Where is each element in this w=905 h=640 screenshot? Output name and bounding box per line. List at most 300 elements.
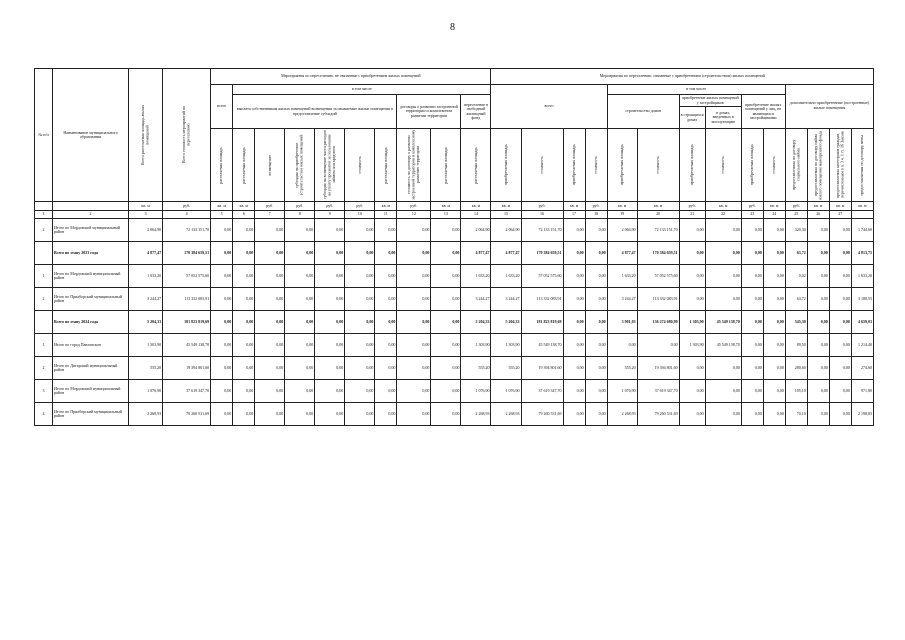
units-row <box>35 202 874 211</box>
value-cell: 2 198,83 <box>851 403 873 426</box>
value-cell: 0,00 <box>679 242 705 265</box>
value-cell: 79 260 531,69 <box>637 403 679 426</box>
value-cell: 1 744,60 <box>851 219 873 242</box>
unit-cell: руб. <box>585 202 607 211</box>
value-cell: 0,00 <box>807 265 829 288</box>
value-cell: 79 260 531,69 <box>521 403 563 426</box>
row-name-cell: Итого по Приаборский муниципальный район <box>53 288 129 311</box>
group2-header: Мероприятия по переселению, связанные с приобретением (строительством) жилых помещений <box>491 69 874 85</box>
value-cell: 0,00 <box>741 357 763 380</box>
value-cell: 3 244,27 <box>491 288 521 311</box>
value-cell: 170 384 659,51 <box>637 242 679 265</box>
value-cell: 37 619 347,70 <box>521 380 563 403</box>
value-cell: 0,00 <box>563 219 585 242</box>
value-cell: 0,00 <box>763 265 785 288</box>
value-cell: 3 244,27 <box>607 288 637 311</box>
value-cell: 2 064,90 <box>607 219 637 242</box>
index-cell: 15 <box>491 211 521 219</box>
row-number-cell: 2 <box>35 219 53 242</box>
value-cell: 5 204,33 <box>129 311 163 334</box>
value-cell: 1 633,20 <box>129 265 163 288</box>
value-cell: 0,00 <box>563 380 585 403</box>
value-cell: 4 813,75 <box>851 242 873 265</box>
index-cell: 12 <box>397 211 431 219</box>
value-cell: 19 394 801,60 <box>637 357 679 380</box>
value-cell: 2 268,93 <box>129 403 163 426</box>
col9-header: субсидия на возмещение части расходов на уплату процентов за пользование займом или кредитом <box>315 129 345 202</box>
value-cell: 0,00 <box>741 334 763 357</box>
index-cell: 3 <box>129 211 163 219</box>
value-cell: 0,00 <box>741 288 763 311</box>
value-cell: 0,00 <box>345 288 375 311</box>
value-cell: 0,00 <box>741 403 763 426</box>
table-row <box>35 357 874 380</box>
value-cell: 1 303,90 <box>129 334 163 357</box>
col21-header: приобретаемая площадь <box>679 129 705 202</box>
col20-header: стоимость <box>637 129 679 202</box>
value-cell: 0,00 <box>397 380 431 403</box>
unit-cell <box>53 202 129 211</box>
unit-cell: кв. м <box>637 202 679 211</box>
value-cell: 0,00 <box>807 288 829 311</box>
group1-header: Мероприятия по переселению, не связанные с приобретением жилых помещений <box>211 69 491 85</box>
value-cell: 0,00 <box>345 242 375 265</box>
g2-buy-a-header: в строящихся домах <box>679 107 705 129</box>
value-cell: 0,00 <box>285 380 315 403</box>
value-cell: 4 659,03 <box>851 311 873 334</box>
value-cell: 0,00 <box>255 219 285 242</box>
value-cell: 0,00 <box>211 380 233 403</box>
index-cell: 22 <box>705 211 741 219</box>
value-cell: 0,00 <box>679 403 705 426</box>
value-cell: 0,00 <box>563 334 585 357</box>
col15-header: приобретаемая площадь <box>491 129 521 202</box>
value-cell: 0,00 <box>233 265 255 288</box>
index-cell: 11 <box>375 211 397 219</box>
value-cell: 0,00 <box>741 242 763 265</box>
unit-cell: руб. <box>679 202 705 211</box>
unit-cell: кв. м <box>705 202 741 211</box>
value-cell: 0,00 <box>829 380 851 403</box>
value-cell: 0,00 <box>807 357 829 380</box>
value-cell: 2 268,93 <box>607 403 637 426</box>
value-cell: 274,60 <box>851 357 873 380</box>
col-name-header: Наименование муниципального образования <box>53 69 129 202</box>
unit-cell: кв. м <box>211 202 233 211</box>
value-cell: 0,00 <box>807 311 829 334</box>
table-row <box>35 219 874 242</box>
g2-buy-b-header: в домах, введенных в эксплуатацию <box>705 107 741 129</box>
value-cell: 0,00 <box>679 380 705 403</box>
value-cell: 0,00 <box>705 265 741 288</box>
value-cell: 0,00 <box>233 311 255 334</box>
unit-cell: кв. м <box>807 202 829 211</box>
value-cell: 0,00 <box>829 334 851 357</box>
value-cell: 1 633,20 <box>607 265 637 288</box>
col-n-header: № п/п <box>35 69 53 202</box>
value-cell: 0,00 <box>345 403 375 426</box>
value-cell: 0,00 <box>563 403 585 426</box>
value-cell: 0,00 <box>345 311 375 334</box>
index-cell: 7 <box>255 211 285 219</box>
value-cell: 0,00 <box>763 357 785 380</box>
unit-cell: кв. м <box>461 202 491 211</box>
value-cell: 0,00 <box>763 311 785 334</box>
unit-cell: руб. <box>285 202 315 211</box>
value-cell: 0,00 <box>807 380 829 403</box>
table-row <box>35 265 874 288</box>
value-cell: 0,00 <box>211 242 233 265</box>
row-number-cell: 2 <box>35 288 53 311</box>
value-cell: 0,00 <box>375 403 397 426</box>
value-cell: 0,00 <box>829 403 851 426</box>
value-cell: 0,00 <box>375 357 397 380</box>
table-row <box>35 403 874 426</box>
value-cell: 0,00 <box>705 219 741 242</box>
value-cell: 0,02 <box>785 265 807 288</box>
value-cell: 0,00 <box>315 242 345 265</box>
index-cell: 10 <box>345 211 375 219</box>
index-cell: 20 <box>637 211 679 219</box>
value-cell: 0,00 <box>255 357 285 380</box>
value-cell: 0,00 <box>211 357 233 380</box>
value-cell: 0,00 <box>563 357 585 380</box>
value-cell: 0,00 <box>397 403 431 426</box>
value-cell: 0,00 <box>233 242 255 265</box>
value-cell: 19 394 801,60 <box>521 357 563 380</box>
value-cell: 0,00 <box>285 288 315 311</box>
value-cell: 0,00 <box>285 334 315 357</box>
value-cell: 0,00 <box>741 380 763 403</box>
value-cell: 0,00 <box>607 334 637 357</box>
value-cell: 0,00 <box>255 311 285 334</box>
value-cell: 0,00 <box>431 334 461 357</box>
row-name-cell: Итого по Дигарский муниципальный район <box>53 357 129 380</box>
index-cell: 26 <box>807 211 829 219</box>
value-cell: 0,00 <box>807 334 829 357</box>
value-cell: 2 268,93 <box>461 403 491 426</box>
unit-cell: кв. м <box>829 202 851 211</box>
value-cell: 0,00 <box>705 357 741 380</box>
value-cell: 0,00 <box>637 334 679 357</box>
g2-buy-other-header: приобретение жилых помещений у лиц, не являющихся застройщиками <box>741 95 785 129</box>
value-cell: 45 549 138,70 <box>163 334 211 357</box>
value-cell: 1 076,90 <box>607 380 637 403</box>
col26-header: предоставляемая по договору найма жилого помещения маневренного фонда <box>807 129 829 202</box>
value-cell: 3 244,27 <box>129 288 163 311</box>
value-cell: 0,00 <box>431 265 461 288</box>
value-cell: 0,00 <box>233 380 255 403</box>
value-cell: 63,72 <box>785 288 807 311</box>
index-cell <box>851 211 873 219</box>
value-cell: 0,00 <box>585 357 607 380</box>
value-cell: 45 549 138,70 <box>705 311 741 334</box>
value-cell: 0,00 <box>679 357 705 380</box>
value-cell: 0,00 <box>397 242 431 265</box>
col7-header: возмещение <box>255 129 285 202</box>
value-cell: 0,00 <box>345 334 375 357</box>
value-cell: 3 180,55 <box>851 288 873 311</box>
value-cell: 72 133 151,70 <box>637 219 679 242</box>
unit-cell: руб. <box>315 202 345 211</box>
index-cell: 21 <box>679 211 705 219</box>
value-cell: 3 244,27 <box>461 288 491 311</box>
row-name-cell: Всего по этапу 2024 года <box>53 311 129 334</box>
value-cell: 1 076,90 <box>129 380 163 403</box>
col6-header: расселяемая площадь <box>233 129 255 202</box>
value-cell: 0,00 <box>255 242 285 265</box>
g2-total-header: всего <box>491 85 607 129</box>
value-cell: 0,00 <box>763 219 785 242</box>
col18-header: стоимость <box>585 129 607 202</box>
value-cell: 0,00 <box>807 219 829 242</box>
value-cell: 0,00 <box>255 380 285 403</box>
value-cell: 555,20 <box>461 357 491 380</box>
value-cell: 0,00 <box>285 311 315 334</box>
value-cell: 2 268,93 <box>491 403 521 426</box>
value-cell: 0,00 <box>741 265 763 288</box>
value-cell: 105,10 <box>785 380 807 403</box>
index-cell: 8 <box>285 211 315 219</box>
value-cell: 0,00 <box>585 380 607 403</box>
value-cell: 0,00 <box>585 403 607 426</box>
value-cell: 0,00 <box>563 242 585 265</box>
row-number-cell: 1 <box>35 334 53 357</box>
value-cell: 63,72 <box>785 242 807 265</box>
value-cell: 0,00 <box>431 403 461 426</box>
g2-incl-header: в том числе <box>607 85 785 95</box>
value-cell: 0,00 <box>563 265 585 288</box>
unit-cell: руб. <box>521 202 563 211</box>
value-cell: 555,20 <box>491 357 521 380</box>
value-cell: 1 303,90 <box>679 334 705 357</box>
table-row <box>35 380 874 403</box>
value-cell: 0,00 <box>315 357 345 380</box>
value-cell: 0,00 <box>211 334 233 357</box>
row-number-cell: 2 <box>35 357 53 380</box>
value-cell: 0,00 <box>315 265 345 288</box>
value-cell: 181 823 819,69 <box>521 311 563 334</box>
value-cell: 89,50 <box>785 334 807 357</box>
value-cell: 0,00 <box>375 265 397 288</box>
value-cell: 57 052 575,60 <box>163 265 211 288</box>
value-cell: 79 260 531,69 <box>163 403 211 426</box>
g2-build-header: строительство домов <box>607 95 679 129</box>
value-cell: 0,00 <box>705 288 741 311</box>
value-cell: 0,00 <box>431 357 461 380</box>
value-cell: 2 064,90 <box>129 219 163 242</box>
value-cell: 0,00 <box>829 265 851 288</box>
value-cell: 0,00 <box>211 311 233 334</box>
value-cell: 0,00 <box>375 311 397 334</box>
col13-header: расселяемая площадь <box>431 129 461 202</box>
g1-sub2-header: договоры о развитии застроенной территории и комплексном развитии территории <box>397 95 461 129</box>
value-cell: 0,00 <box>345 380 375 403</box>
unit-cell: руб. <box>345 202 375 211</box>
value-cell: 2 064,90 <box>491 219 521 242</box>
value-cell: 0,00 <box>285 403 315 426</box>
value-cell: 4 877,47 <box>491 242 521 265</box>
row-name-cell: Итого по Мордовской муниципальный район <box>53 219 129 242</box>
col8-header: субсидия на приобретение (строительство) жилых помещений <box>285 129 315 202</box>
value-cell: 0,00 <box>375 219 397 242</box>
value-cell: 0,00 <box>255 403 285 426</box>
value-cell: 0,00 <box>345 357 375 380</box>
unit-cell: кв. м <box>607 202 637 211</box>
value-cell: 113 332 083,91 <box>637 288 679 311</box>
value-cell: 0,00 <box>763 334 785 357</box>
value-cell: 0,00 <box>431 288 461 311</box>
index-row <box>35 211 874 219</box>
value-cell: 971,80 <box>851 380 873 403</box>
value-cell: 3 901,03 <box>607 311 637 334</box>
value-cell: 19 394 801,60 <box>163 357 211 380</box>
value-cell: 555,20 <box>129 357 163 380</box>
value-cell: 0,00 <box>255 334 285 357</box>
value-cell: 0,00 <box>345 265 375 288</box>
value-cell: 0,00 <box>763 380 785 403</box>
value-cell: 0,00 <box>397 311 431 334</box>
value-cell: 0,00 <box>375 334 397 357</box>
col14-header: расселяемая площадь <box>461 129 491 202</box>
row-number-cell: 1 <box>35 265 53 288</box>
value-cell: 4 877,47 <box>461 242 491 265</box>
col16-header: стоимость <box>521 129 563 202</box>
value-cell: 113 332 083,91 <box>163 288 211 311</box>
row-name-cell: Итого по Мордовский муниципальный район <box>53 265 129 288</box>
value-cell: 0,00 <box>829 242 851 265</box>
value-cell: 0,00 <box>431 242 461 265</box>
value-cell: 0,00 <box>829 288 851 311</box>
index-cell: 4 <box>163 211 211 219</box>
value-cell: 0,00 <box>285 265 315 288</box>
value-cell: 72 133 151,70 <box>521 219 563 242</box>
value-cell: 0,00 <box>397 265 431 288</box>
index-cell: 6 <box>233 211 255 219</box>
g1-sub1-header: выплата собственникам жилых помещений возмещения за изымаемые жилые помещения и предоставление субсидий <box>233 95 397 129</box>
value-cell: 181 823 819,69 <box>163 311 211 334</box>
row-name-cell: Всего по этапу 2023 года <box>53 242 129 265</box>
value-cell: 1 303,90 <box>461 334 491 357</box>
value-cell: 0,00 <box>315 403 345 426</box>
g1-total-header: всего <box>211 85 233 129</box>
value-cell: 70,10 <box>785 403 807 426</box>
value-cell: 45 549 138,70 <box>705 334 741 357</box>
value-cell: 0,00 <box>763 403 785 426</box>
value-cell: 0,00 <box>563 288 585 311</box>
value-cell: 0,00 <box>315 334 345 357</box>
index-cell: 23 <box>741 211 763 219</box>
col17-header: приобретаемая площадь <box>563 129 585 202</box>
col-total-cost-header: Всего стоимость мероприятий по переселению <box>163 69 211 202</box>
value-cell: 545,30 <box>785 311 807 334</box>
value-cell: 0,00 <box>211 288 233 311</box>
value-cell: 1 633,20 <box>851 265 873 288</box>
col5-header: расселяемая площадь <box>211 129 233 202</box>
index-cell: 5 <box>211 211 233 219</box>
index-cell: 16 <box>521 211 563 219</box>
unit-cell: кв. м <box>431 202 461 211</box>
row-number-cell <box>35 242 53 265</box>
value-cell: 0,00 <box>679 219 705 242</box>
g1-incl-header: в том числе <box>233 85 491 95</box>
value-cell: 0,00 <box>763 242 785 265</box>
value-cell: 4 877,47 <box>607 242 637 265</box>
value-cell: 0,00 <box>397 357 431 380</box>
value-cell: 0,00 <box>375 380 397 403</box>
value-cell: 0,00 <box>585 265 607 288</box>
value-cell: 0,00 <box>741 219 763 242</box>
row-number-cell: 4 <box>35 403 53 426</box>
row-name-cell: Итого по город Павловскон <box>53 334 129 357</box>
value-cell: 0,00 <box>585 334 607 357</box>
index-cell: 14 <box>461 211 491 219</box>
index-cell: 1 <box>35 211 53 219</box>
value-cell: 37 619 347,70 <box>637 380 679 403</box>
value-cell: 0,00 <box>563 311 585 334</box>
value-cell: 0,00 <box>431 380 461 403</box>
unit-cell: кв. м <box>763 202 785 211</box>
col19-header: приобретаемая площадь <box>607 129 637 202</box>
index-cell: 27 <box>829 211 851 219</box>
value-cell: 0,00 <box>345 219 375 242</box>
value-cell: 0,00 <box>315 380 345 403</box>
value-cell: 0,00 <box>705 380 741 403</box>
value-cell: 0,00 <box>255 265 285 288</box>
unit-cell: кв. м <box>375 202 397 211</box>
value-cell: 4 877,47 <box>129 242 163 265</box>
value-cell: 0,00 <box>431 311 461 334</box>
index-cell: 25 <box>785 211 807 219</box>
value-cell: 0,00 <box>705 242 741 265</box>
value-cell: 555,20 <box>607 357 637 380</box>
value-cell: 1 633,20 <box>461 265 491 288</box>
col25-header: предоставленная по договору социального найма <box>785 129 807 202</box>
value-cell: 320,30 <box>785 219 807 242</box>
value-cell: 5 204,33 <box>461 311 491 334</box>
value-cell: 0,00 <box>285 357 315 380</box>
value-cell: 0,00 <box>315 219 345 242</box>
g2-buy-header: приобретение жилых помещений у застройщиков <box>679 95 741 107</box>
unit-cell: кв. м <box>233 202 255 211</box>
value-cell: 0,00 <box>807 242 829 265</box>
value-cell: 1 303,90 <box>491 334 521 357</box>
value-cell: 0,00 <box>285 242 315 265</box>
unit-cell: руб. <box>163 202 211 211</box>
value-cell: 0,00 <box>397 288 431 311</box>
unit-cell: руб. <box>741 202 763 211</box>
value-cell: 0,00 <box>585 219 607 242</box>
value-cell: 0,00 <box>211 265 233 288</box>
value-cell: 37 619 347,70 <box>163 380 211 403</box>
value-cell: 1 633,20 <box>491 265 521 288</box>
resettlement-table <box>34 68 874 426</box>
value-cell: 170 384 659,51 <box>521 242 563 265</box>
value-cell: 0,00 <box>211 219 233 242</box>
unit-cell: руб. <box>255 202 285 211</box>
col28-header: предоставляемая по договору мены <box>851 129 873 202</box>
value-cell: 0,00 <box>679 265 705 288</box>
value-cell: 5 204,33 <box>491 311 521 334</box>
value-cell: 0,00 <box>255 288 285 311</box>
row-name-cell: Итого по Мордовский муниципальный район <box>53 380 129 403</box>
index-cell: 19 <box>607 211 637 219</box>
index-cell: 2 <box>53 211 129 219</box>
value-cell: 0,00 <box>315 288 345 311</box>
unit-cell: кв. м <box>851 202 873 211</box>
value-cell: 0,00 <box>585 288 607 311</box>
value-cell: 0,00 <box>829 219 851 242</box>
